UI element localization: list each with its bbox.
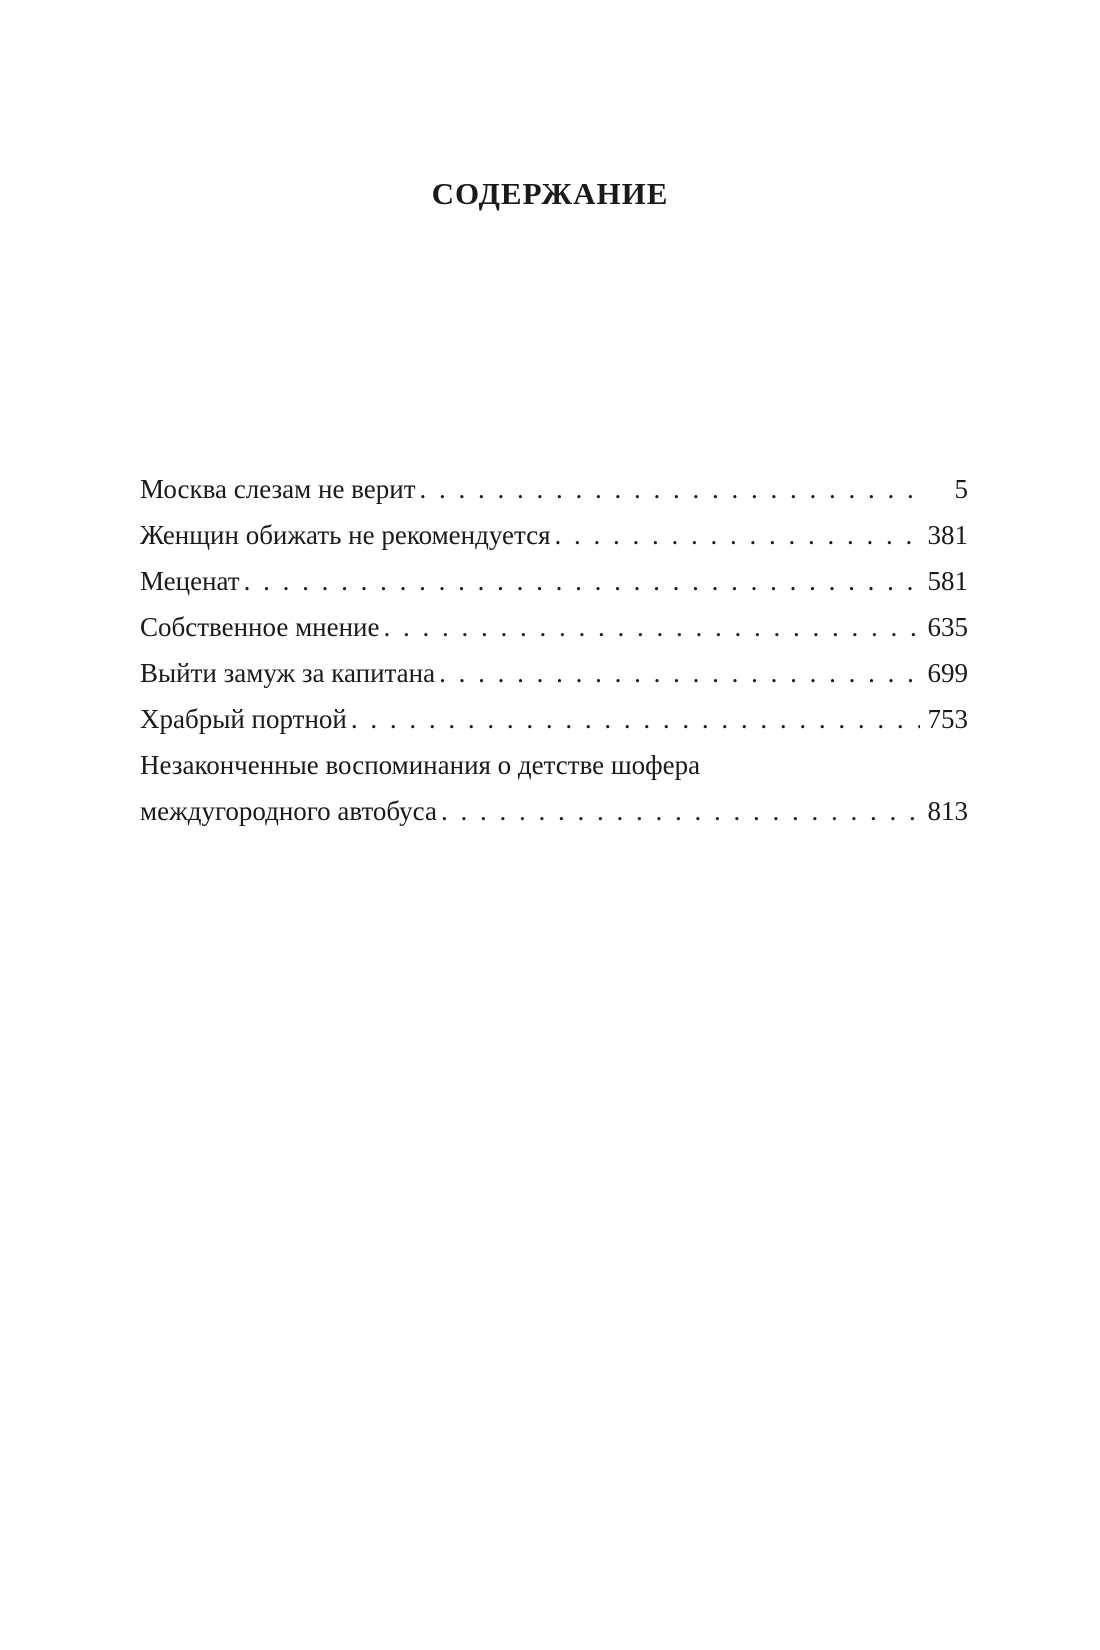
dot-leader	[439, 650, 920, 696]
toc-entry	[140, 650, 968, 696]
toc-entry-page: 813	[927, 796, 968, 826]
toc-entry-title: Выйти замуж за капитана	[140, 658, 436, 688]
toc-entry-page: 581	[927, 566, 968, 596]
dot-leader	[383, 604, 920, 650]
toc-entry-title-continued: междугородного автобуса	[140, 796, 437, 826]
toc-entry-page: 699	[927, 658, 968, 688]
toc-entry-page: 635	[927, 612, 968, 642]
toc-entry-title: Меценат	[140, 566, 240, 596]
toc-entry-title: Храбрый портной	[140, 704, 347, 734]
toc-entry-title: Незаконченные воспоминания о детстве шофера	[140, 750, 701, 780]
toc-entry-title: Женщин обижать не рекомендуется	[140, 520, 551, 550]
dot-leader	[441, 788, 920, 834]
dot-leader	[244, 558, 920, 604]
toc-entry-page: 753	[927, 704, 968, 734]
toc-entry	[140, 696, 968, 742]
toc-entry-title: Собственное мнение	[140, 612, 380, 642]
toc-entry	[140, 558, 968, 604]
dot-leader	[555, 512, 921, 558]
toc-entry-first-line	[140, 742, 968, 788]
toc-entry-title: Москва слезам не верит	[140, 474, 416, 504]
table-of-contents	[140, 466, 968, 834]
dot-leader	[351, 696, 920, 742]
toc-entry-page: 381	[927, 520, 968, 550]
page-title: СОДЕРЖАНИЕ	[431, 176, 669, 211]
dot-leader	[420, 466, 921, 512]
toc-entry	[140, 788, 968, 834]
toc-entry	[140, 604, 968, 650]
toc-entry-page: 5	[954, 474, 968, 504]
toc-entry	[140, 512, 968, 558]
toc-entry	[140, 466, 968, 512]
